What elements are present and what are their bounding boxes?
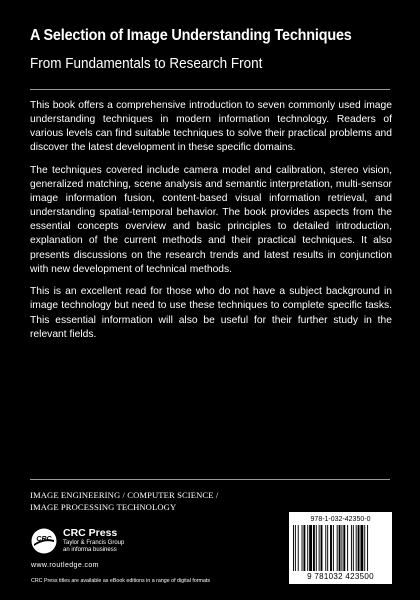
barcode-stripe — [309, 525, 312, 571]
barcode-stripe — [325, 525, 326, 571]
barcode-stripe — [339, 525, 341, 571]
description-paragraph-1: This book offers a comprehensive introduction to seven commonly used image understanding techniques in modern information technology. Readers of various levels can find suitable techniques to solve their practical problems and discover the latest development in these specific domains. — [30, 100, 392, 154]
bottom-divider — [30, 479, 390, 480]
barcode-stripe — [343, 525, 345, 571]
book-title: A Selection of Image Understanding Techniques — [30, 27, 352, 44]
subject-line-2: IMAGE PROCESSING TECHNOLOGY — [30, 501, 177, 512]
subject-categories — [30, 490, 270, 513]
barcode-stripe — [364, 525, 365, 571]
barcode-stripe — [333, 525, 334, 571]
publisher-url: www.routledge.com — [31, 562, 99, 569]
isbn-number: 978-1-032-42350-0 — [310, 516, 371, 523]
publisher-group-line-2: an informa business — [63, 547, 117, 553]
barcode-stripe — [293, 525, 294, 571]
barcode-stripe — [358, 525, 360, 571]
publisher-name: CRC Press — [63, 527, 118, 539]
barcode-stripe — [295, 525, 296, 571]
barcode-stripe — [367, 525, 368, 571]
barcode-stripe — [316, 525, 317, 571]
publisher-group-line-1: Taylor & Francis Group — [63, 540, 125, 546]
barcode-stripe — [347, 525, 348, 571]
barcode-stripe — [356, 525, 357, 571]
barcode-stripe — [327, 525, 328, 571]
barcode-digits: 9 781032 423500 — [307, 572, 374, 581]
book-subtitle: From Fundamentals to Research Front — [30, 56, 263, 72]
subject-line-1: IMAGE ENGINEERING / COMPUTER SCIENCE / — [30, 490, 219, 500]
barcode-icon — [293, 525, 388, 571]
barcode-stripe — [303, 525, 305, 571]
barcode-stripe — [337, 525, 338, 571]
barcode-stripe — [302, 525, 303, 571]
barcode-stripe — [313, 525, 315, 571]
barcode-stripe — [321, 525, 323, 571]
crc-logo-text: CRC — [36, 536, 52, 543]
publisher-group — [63, 540, 124, 554]
description-paragraph-2: The techniques covered include camera model and calibration, stereo vision, generalized matching, scene analysis and semantic interpretation, multi-sensor image information fusion, content-based visual information retrieval, and understanding spatial-temporal behavior. The book provides aspects from the essential concepts overview and basic principles to detailed introduction, explanation of the current methods and their practical techniques. It also presents discussions on the research trends and latest results in conjunction with new development of technical methods. — [30, 164, 392, 275]
top-divider — [30, 89, 390, 90]
description-paragraph-3: This is an excellent read for those who do not have a subject background in image technology but need to use these techniques to complete specific tasks. This essential information will also be useful for their further study in the relevant fields. — [30, 286, 392, 340]
barcode-stripe — [298, 525, 299, 571]
barcode-stripe — [307, 525, 308, 571]
barcode-stripe — [351, 525, 352, 571]
barcode-stripe — [360, 525, 363, 571]
crc-logo-icon — [31, 528, 57, 554]
barcode-stripe — [341, 525, 342, 571]
barcode-stripe — [319, 525, 320, 571]
barcode-stripe — [353, 525, 354, 571]
ebook-footnote: CRC Press titles are available as eBook editions in a range of digital formats — [31, 578, 211, 584]
barcode-panel — [289, 512, 392, 584]
barcode-stripe — [330, 525, 332, 571]
description — [30, 99, 392, 350]
